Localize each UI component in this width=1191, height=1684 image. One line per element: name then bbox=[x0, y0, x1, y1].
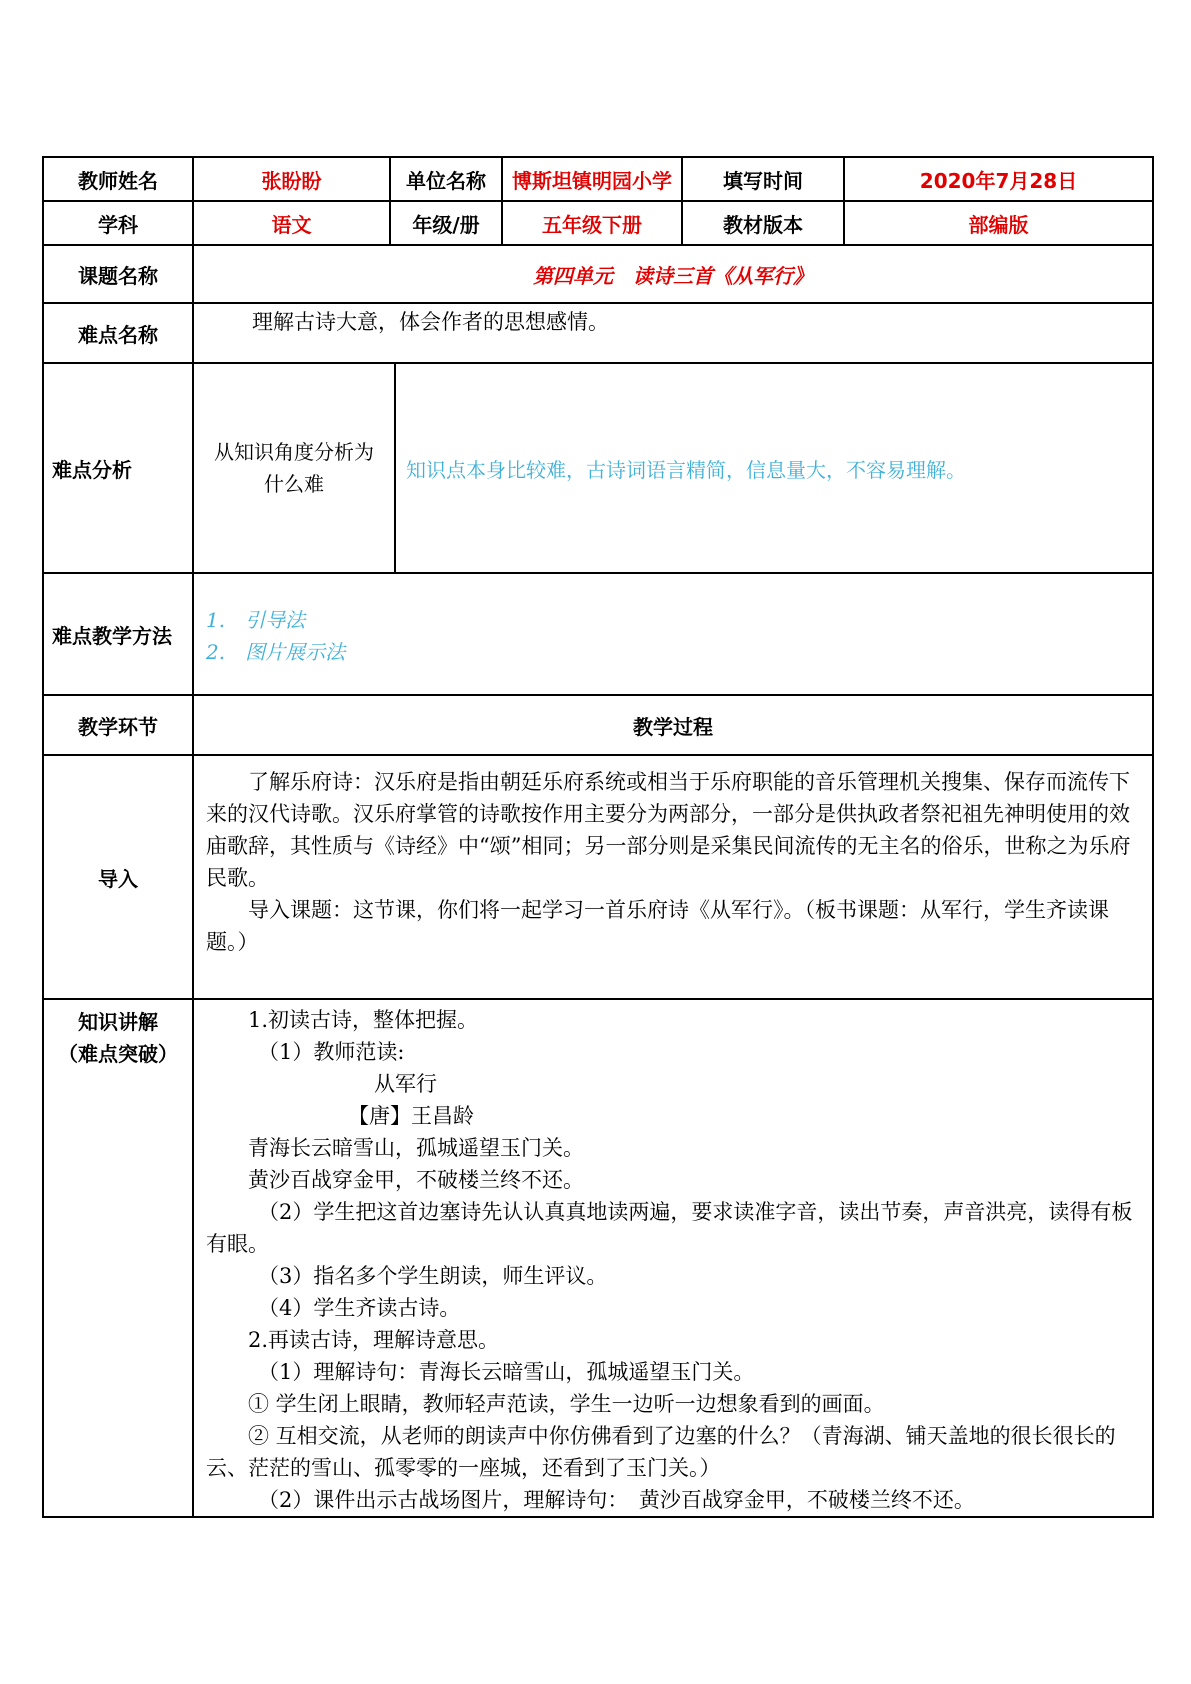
process-label: 教学过程 bbox=[193, 695, 1153, 755]
subject-value: 语文 bbox=[193, 201, 390, 245]
topic-label: 课题名称 bbox=[43, 245, 193, 303]
analysis-row bbox=[43, 363, 1153, 573]
knowledge-label-line2: （难点突破） bbox=[58, 1042, 178, 1066]
difficulty-label: 难点名称 bbox=[43, 303, 193, 363]
knowledge-cell bbox=[193, 999, 1153, 1517]
knowledge-line-8: ① 学生闭上眼睛，教师轻声范读，学生一边听一边想象看到的画面。 bbox=[248, 1392, 885, 1416]
edition-label: 教材版本 bbox=[682, 201, 844, 245]
method-item-2: 2. 图片展示法 bbox=[206, 640, 346, 664]
poem-author: 【唐】王昌龄 bbox=[348, 1104, 474, 1128]
header-row-1 bbox=[43, 157, 1153, 201]
intro-cell bbox=[193, 755, 1153, 999]
grade-value: 五年级下册 bbox=[502, 201, 682, 245]
knowledge-line-10: （2）课件出示古战场图片，理解诗句： 黄沙百战穿金甲，不破楼兰终不还。 bbox=[258, 1488, 975, 1512]
poem-line-2: 黄沙百战穿金甲，不破楼兰终不还。 bbox=[248, 1168, 584, 1192]
analysis-subgrid bbox=[194, 364, 1152, 572]
method-row bbox=[43, 573, 1153, 695]
analysis-cell bbox=[193, 363, 1153, 573]
grade-label: 年级/册 bbox=[390, 201, 502, 245]
subject-label: 学科 bbox=[43, 201, 193, 245]
intro-row bbox=[43, 755, 1153, 999]
knowledge-line-3: （2）学生把这首边塞诗先认认真真地读两遍，要求读准字音，读出节奏，声音洪亮，读得有板有眼。 bbox=[206, 1200, 1133, 1256]
knowledge-line-9: ② 互相交流，从老师的朗读声中你仿佛看到了边塞的什么？（青海湖、铺天盖地的很长很长的云、茫茫的雪山、孤零零的一座城，还看到了玉门关。） bbox=[206, 1424, 1116, 1480]
knowledge-row bbox=[43, 999, 1153, 1517]
analysis-value: 知识点本身比较难，古诗词语言精简，信息量大，不容易理解。 bbox=[406, 457, 966, 482]
analysis-label: 难点分析 bbox=[43, 363, 193, 573]
date-value: 2020年7月28日 bbox=[844, 157, 1153, 201]
unit-value: 博斯坦镇明园小学 bbox=[502, 157, 682, 201]
unit-label: 单位名称 bbox=[390, 157, 502, 201]
difficulty-row bbox=[43, 303, 1153, 363]
teacher-value: 张盼盼 bbox=[193, 157, 390, 201]
topic-value: 第四单元 读诗三首《从军行》 bbox=[193, 245, 1153, 303]
knowledge-line-5: （4）学生齐读古诗。 bbox=[258, 1296, 461, 1320]
intro-paragraph-1: 了解乐府诗：汉乐府是指由朝廷乐府系统或相当于乐府职能的音乐管理机关搜集、保存而流传下来的汉代诗歌。汉乐府掌管的诗歌按作用主要分为两部分，一部分是供执政者祭祀祖先神明使用的效庙歌辞，其性质与《诗经》中“颂”相同；另一部分则是采集民间流传的无主名的俗乐，世称之为乐府民歌。 bbox=[206, 770, 1131, 890]
knowledge-label bbox=[43, 999, 193, 1517]
date-label: 填写时间 bbox=[682, 157, 844, 201]
intro-label: 导入 bbox=[43, 755, 193, 999]
edition-value: 部编版 bbox=[844, 201, 1153, 245]
method-cell bbox=[193, 573, 1153, 695]
analysis-sub-label: 从知识角度分析为什么难 bbox=[194, 364, 396, 572]
poem-line-1: 青海长云暗雪山，孤城遥望玉门关。 bbox=[248, 1136, 584, 1160]
lesson-plan-sheet bbox=[42, 156, 1152, 1518]
knowledge-line-2: （1）教师范读: bbox=[258, 1040, 405, 1064]
process-header-row bbox=[43, 695, 1153, 755]
method-label: 难点教学方法 bbox=[43, 573, 193, 695]
knowledge-line-6: 2.再读古诗，理解诗意思。 bbox=[248, 1328, 500, 1352]
method-item-1: 1. 引导法 bbox=[206, 608, 306, 632]
knowledge-label-line1: 知识讲解 bbox=[78, 1010, 158, 1034]
topic-row bbox=[43, 245, 1153, 303]
knowledge-line-7: （1）理解诗句：青海长云暗雪山，孤城遥望玉门关。 bbox=[258, 1360, 755, 1384]
header-row-2 bbox=[43, 201, 1153, 245]
lesson-plan-table bbox=[42, 156, 1154, 1518]
intro-paragraph-2: 导入课题：这节课，你们将一起学习一首乐府诗《从军行》。（板书课题：从军行，学生齐读课题。） bbox=[206, 898, 1109, 954]
difficulty-value: 理解古诗大意，体会作者的思想感情。 bbox=[193, 303, 1153, 363]
knowledge-line-1: 1.初读古诗，整体把握。 bbox=[248, 1008, 479, 1032]
knowledge-line-4: （3）指名多个学生朗读，师生评议。 bbox=[258, 1264, 608, 1288]
teacher-label: 教师姓名 bbox=[43, 157, 193, 201]
poem-title: 从军行 bbox=[374, 1072, 437, 1096]
process-stage-label: 教学环节 bbox=[43, 695, 193, 755]
